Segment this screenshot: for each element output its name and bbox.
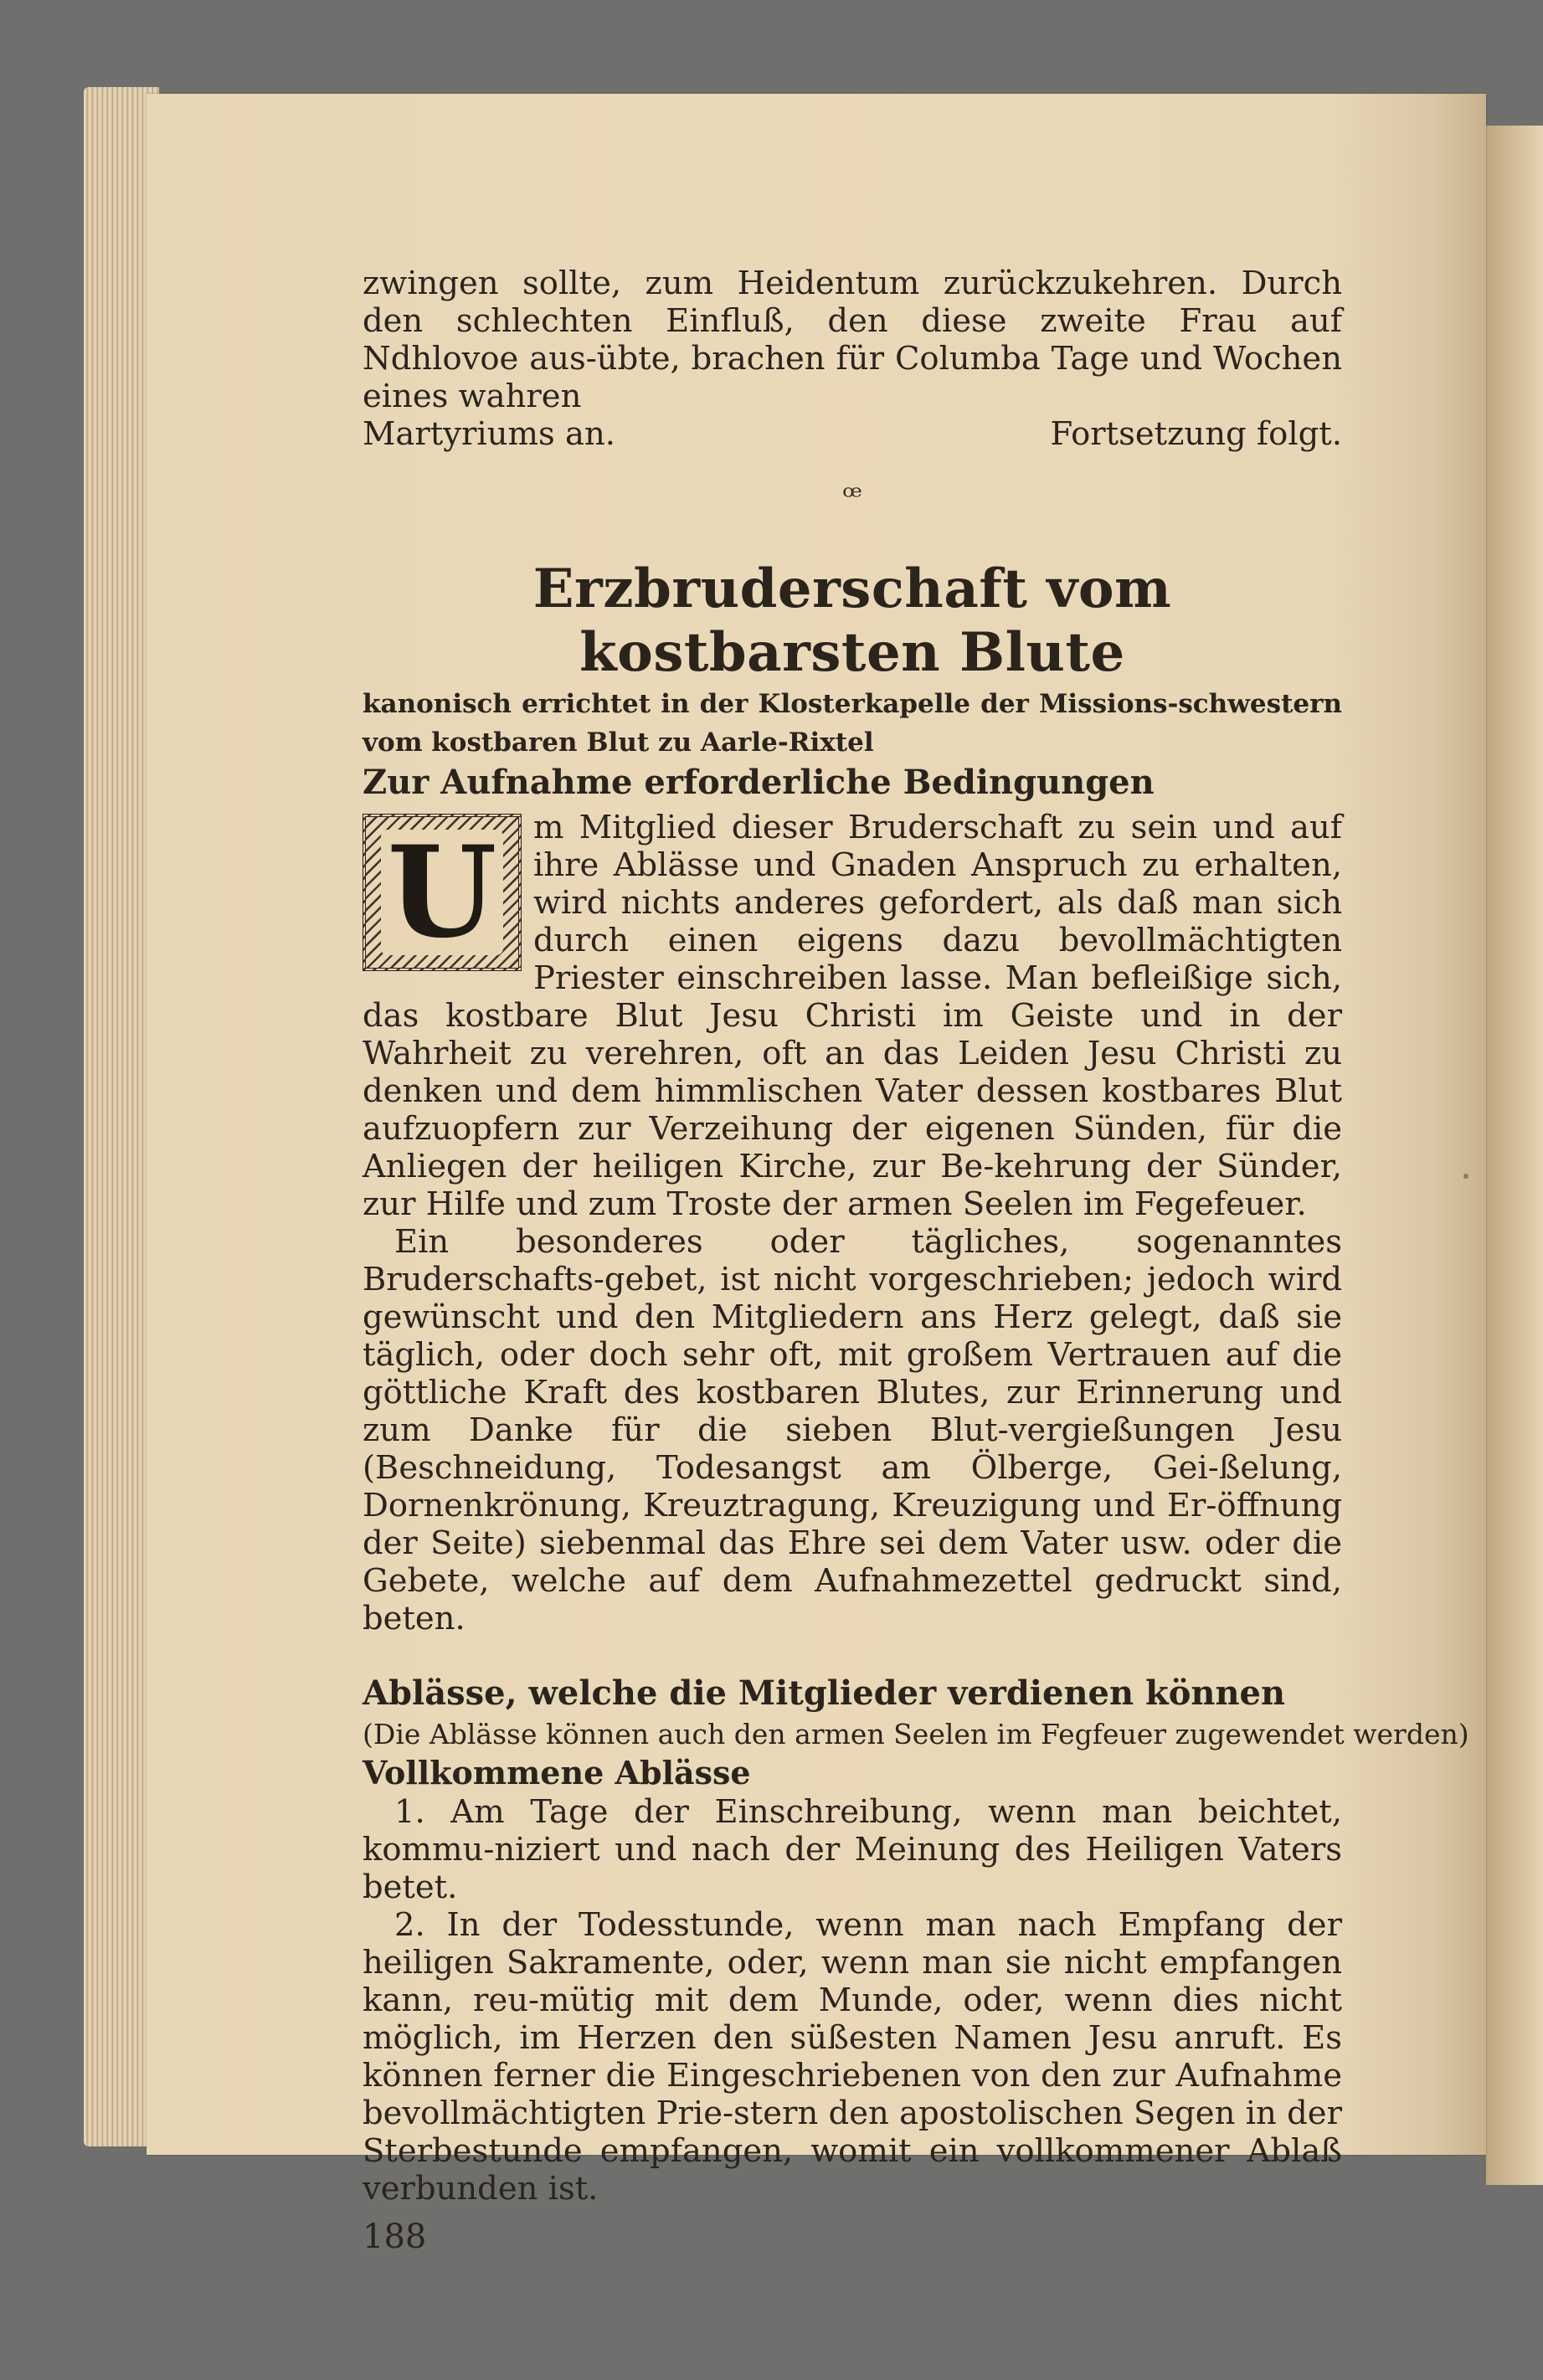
page-number: 188 bbox=[363, 2218, 427, 2256]
article-subtitle: kanonisch errichtet in der Klosterkapelle der Missions-schwestern vom kostbaren Blut zu Aarle-Rixtel bbox=[363, 689, 1342, 758]
ornament-icon: ꟹ bbox=[842, 478, 862, 515]
list-item: 1. Am Tage der Einschreibung, wenn man beichtet, kommu-niziert und nach der Meinung des Heiligen Vaters betet. bbox=[363, 1793, 1342, 1906]
continued-note: Fortsetzung folgt. bbox=[1050, 415, 1342, 453]
dropcap-letter: U bbox=[381, 830, 504, 955]
dropcap-initial bbox=[363, 814, 522, 971]
section-heading-requirements: Zur Aufnahme erforderliche Bedingungen bbox=[363, 763, 1155, 802]
paragraph-membership bbox=[363, 809, 1342, 1223]
indulgences-note: (Die Ablässe können auch den armen Seelen im Fegfeuer zugewendet werden) bbox=[363, 1718, 1469, 1750]
list-item: 2. In der Todesstunde, wenn man nach Empfang der heiligen Sakramente, oder, wenn man sie nicht empfangen kann, reu-mütig mit dem Munde, oder, wenn dies nicht möglich, im Herzen den süßesten Namen Jesu anruft. Es können ferner die Eingeschriebenen von den zur Aufnahme bevollmächtigten Prie-stern den apostolischen Segen in der Sterbestunde empfangen, womit ein vollkommener Ablaß verbunden ist. bbox=[363, 1906, 1342, 2208]
paper-speck bbox=[1463, 1174, 1468, 1179]
facing-page-edge bbox=[1486, 126, 1543, 2185]
continuation-text: zwingen sollte, zum Heidentum zurückzukehren. Durch den schlechten Einfluß, den diese zweite Frau auf Ndhlovoe aus-übte, brachen für Columba Tage und Wochen eines wahren bbox=[363, 265, 1342, 415]
page-content bbox=[363, 265, 1469, 2266]
continuation-end: Martyriums an. bbox=[363, 415, 616, 453]
article-title: Erzbruderschaft vom kostbarsten Blute bbox=[532, 558, 1172, 684]
paragraph-membership-text: m Mitglied dieser Bruderschaft zu sein und auf ihre Ablässe und Gnaden Anspruch zu erhalten, wird nichts anderes gefordert, als daß man sich durch einen eigens dazu bevollmächtigten Priester einschreiben lasse. Man befleißige sich, das kostbare Blut Jesu Christi im Geiste und in der Wahrheit zu verehren, oft an das Leiden Jesu Christi zu denken und dem himmlischen Vater dessen kostbares Blut aufzuopfern zur Verzeihung der eigenen Sünden, für die Anliegen der heiligen Kirche, zur Be-kehrung der Sünder, zur Hilfe und zum Troste der armen Seelen im Fegefeuer. bbox=[363, 809, 1342, 1223]
paragraph-prayer: Ein besonderes oder tägliches, sogenanntes Bruderschafts-gebet, ist nicht vorgeschrieben; jedoch wird gewünscht und den Mitgliedern ans Herz gelegt, daß sie täglich, oder doch sehr oft, mit großem Vertrauen auf die göttliche Kraft des kostbaren Blutes, zur Erinnerung und zum Danke für die sieben Blut-vergießungen Jesu (Beschneidung, Todesangst am Ölberge, Gei-ßelung, Dornenkrönung, Kreuztragung, Kreuzigung und Er-öffnung der Seite) siebenmal das Ehre sei dem Vater usw. oder die Gebete, welche auf dem Aufnahmezettel gedruckt sind, beten. bbox=[363, 1223, 1342, 1637]
section-heading-plenary: Vollkommene Ablässe bbox=[363, 1754, 751, 1791]
section-heading-indulgences: Ablässe, welche die Mitglieder verdienen können bbox=[363, 1673, 1286, 1713]
continuation-last-line bbox=[363, 415, 1342, 453]
